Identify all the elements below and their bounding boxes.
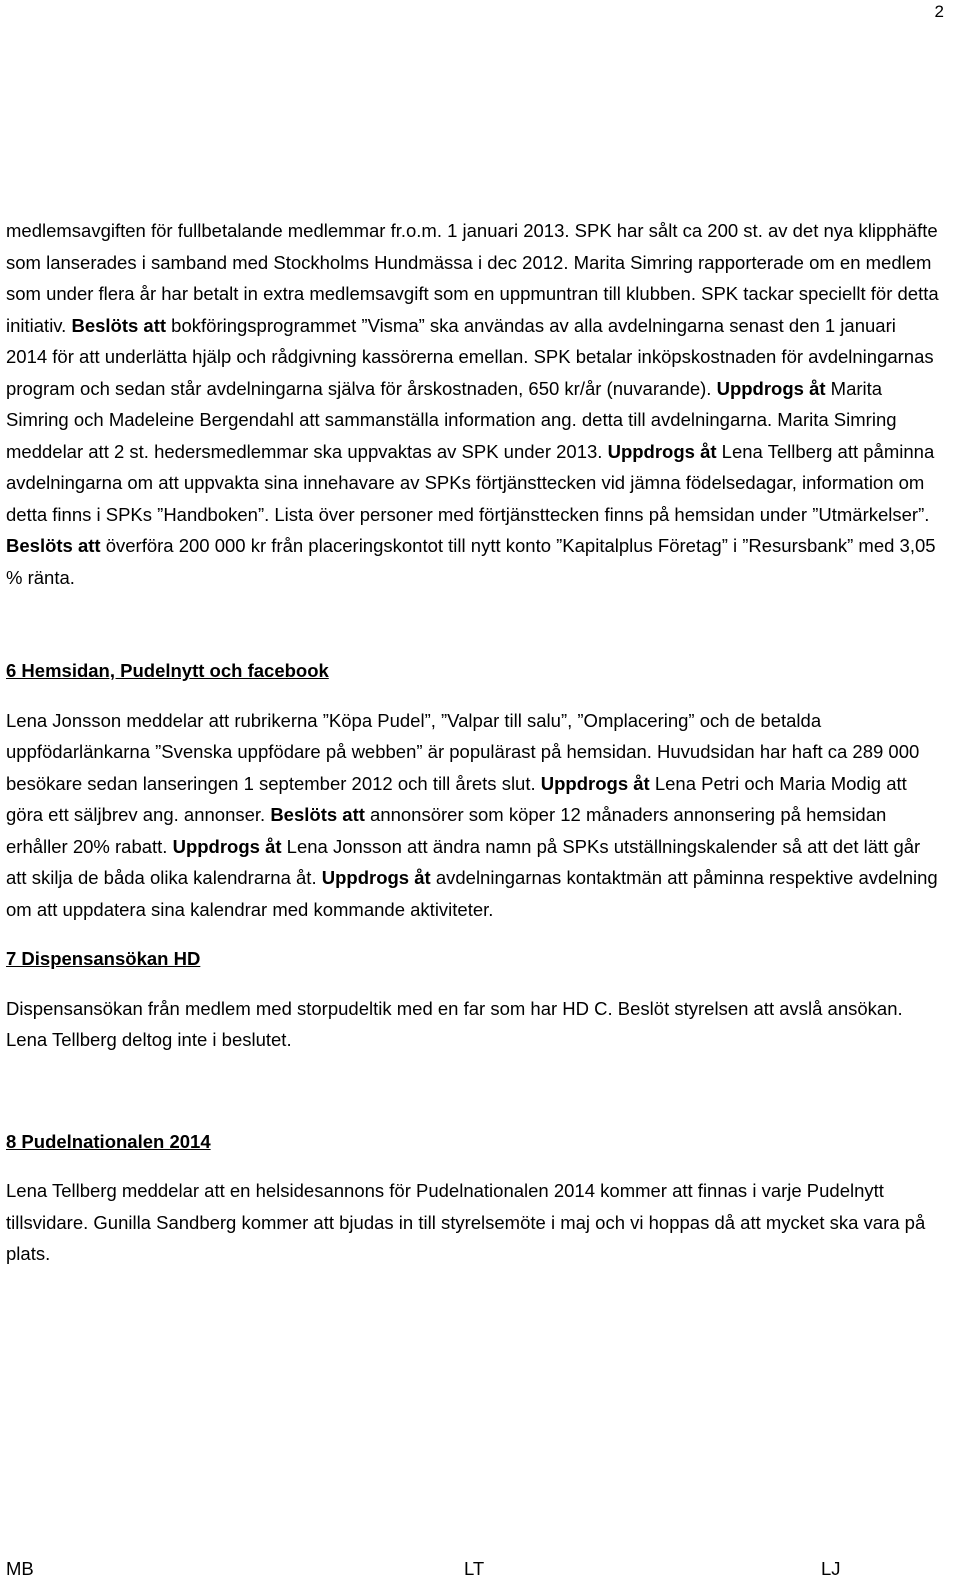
section-8-heading: 8 Pudelnationalen 2014 [6, 1130, 211, 1152]
decision-keyword: Uppdrogs åt [321, 867, 431, 888]
document-body [6, 215, 941, 1270]
text-run: Marita Simring och Madeleine Bergendahl att sammanställa information ang. detta till avdelningarna. Marita Simring meddelar att 2 st. hedersmedlemmar ska uppvaktas av SPK under 2013. [6, 377, 897, 462]
text-run: annonsörer som köper 12 månaders annonsering på hemsidan erhåller 20% rabatt. [6, 804, 887, 857]
footer-initial: LT [464, 1558, 485, 1579]
text-run: Lena Jonsson att ändra namn på SPKs utställningskalender så att det lätt går att skilja de båda olika kalendrarna åt. [6, 835, 921, 888]
decision-keyword: Uppdrogs åt [716, 377, 826, 399]
text-run: medlemsavgiften för fullbetalande medlemmar fr.o.m. 1 januari 2013. SPK har sålt ca 200 st. av det nya klipphäfte som lanserades i samband med Stockholms Hundmässa i dec 2012. Marita Simring rapporterade om en medlem som under flera år har betalt in extra medlemsavgift som en uppmuntran till klubben. SPK tackar speciellt för detta initiativ. [6, 220, 939, 336]
section-6-heading: 6 Hemsidan, Pudelnytt och facebook [6, 660, 329, 681]
intro-paragraph [6, 215, 941, 593]
page-number: 2 [934, 2, 944, 21]
decision-keyword: Uppdrogs åt [172, 835, 282, 857]
decision-keyword: Beslöts att [6, 535, 101, 556]
decision-keyword: Uppdrogs åt [607, 440, 717, 462]
section-8-body: Lena Tellberg meddelar att en helsidesannons för Pudelnationalen 2014 kommer att finnas i varje Pudelnytt tillsvidare. Gunilla Sandberg kommer att bjudas in till styrelsemöte i maj och vi hoppas då att mycket ska vara på plats. [6, 1180, 926, 1264]
text-run: Lena Tellberg att påminna avdelningarna om att uppvakta sina innehavare av SPKs förtjänsttecken vid jämna födelsedagar, information om detta finns i SPKs ”Handboken”. Lista över personer med förtjänsttecken finns på hemsidan under ”Utmärkelser”. [6, 440, 935, 525]
section-6-body [6, 705, 941, 926]
text-run: överföra 200 000 kr från placeringskontot till nytt konto ”Kapitalplus Företag” i ”Resursbank” med 3,05 % ränta. [6, 535, 936, 588]
footer-initial: MB [6, 1558, 34, 1579]
text-run: Lena Jonsson meddelar att rubrikerna ”Köpa Pudel”, ”Valpar till salu”, ”Omplacering” och de betalda uppfödarlänkarna ”Svenska uppfödare på webben” är populärast på hemsidan. Huvudsidan har haft ca 289 000 besökare sedan lanseringen 1 september 2012 och till årets slut. [6, 709, 920, 794]
section-7-heading: 7 Dispensansökan HD [6, 948, 201, 969]
decision-keyword: Beslöts att [270, 804, 365, 825]
decision-keyword: Beslöts att [71, 314, 167, 336]
text-run: bokföringsprogrammet ”Visma” ska användas av alla avdelningarna senast den 1 januari 2014 för att underlätta hjälp och rådgivning kassörerna emellan. SPK betalar inköpskostnaden för avdelningarnas program och sedan står avdelningarna själva för årskostnaden, 650 kr/år (nuvarande). [6, 314, 934, 399]
section-7-body: Dispensansökan från medlem med storpudeltik med en far som har HD C. Beslöt styrelsen att avslå ansökan. Lena Tellberg deltog inte i beslutet. [6, 997, 903, 1050]
footer-initials [6, 1558, 941, 1588]
decision-keyword: Uppdrogs åt [540, 772, 650, 794]
footer-initial: LJ [821, 1558, 841, 1579]
text-run: Lena Petri och Maria Modig att göra ett säljbrev ang. annonser. [6, 772, 907, 825]
text-run: avdelningarnas kontaktmän att påminna respektive avdelning om att uppdatera sina kalendrar med kommande aktiviteter. [6, 867, 938, 920]
